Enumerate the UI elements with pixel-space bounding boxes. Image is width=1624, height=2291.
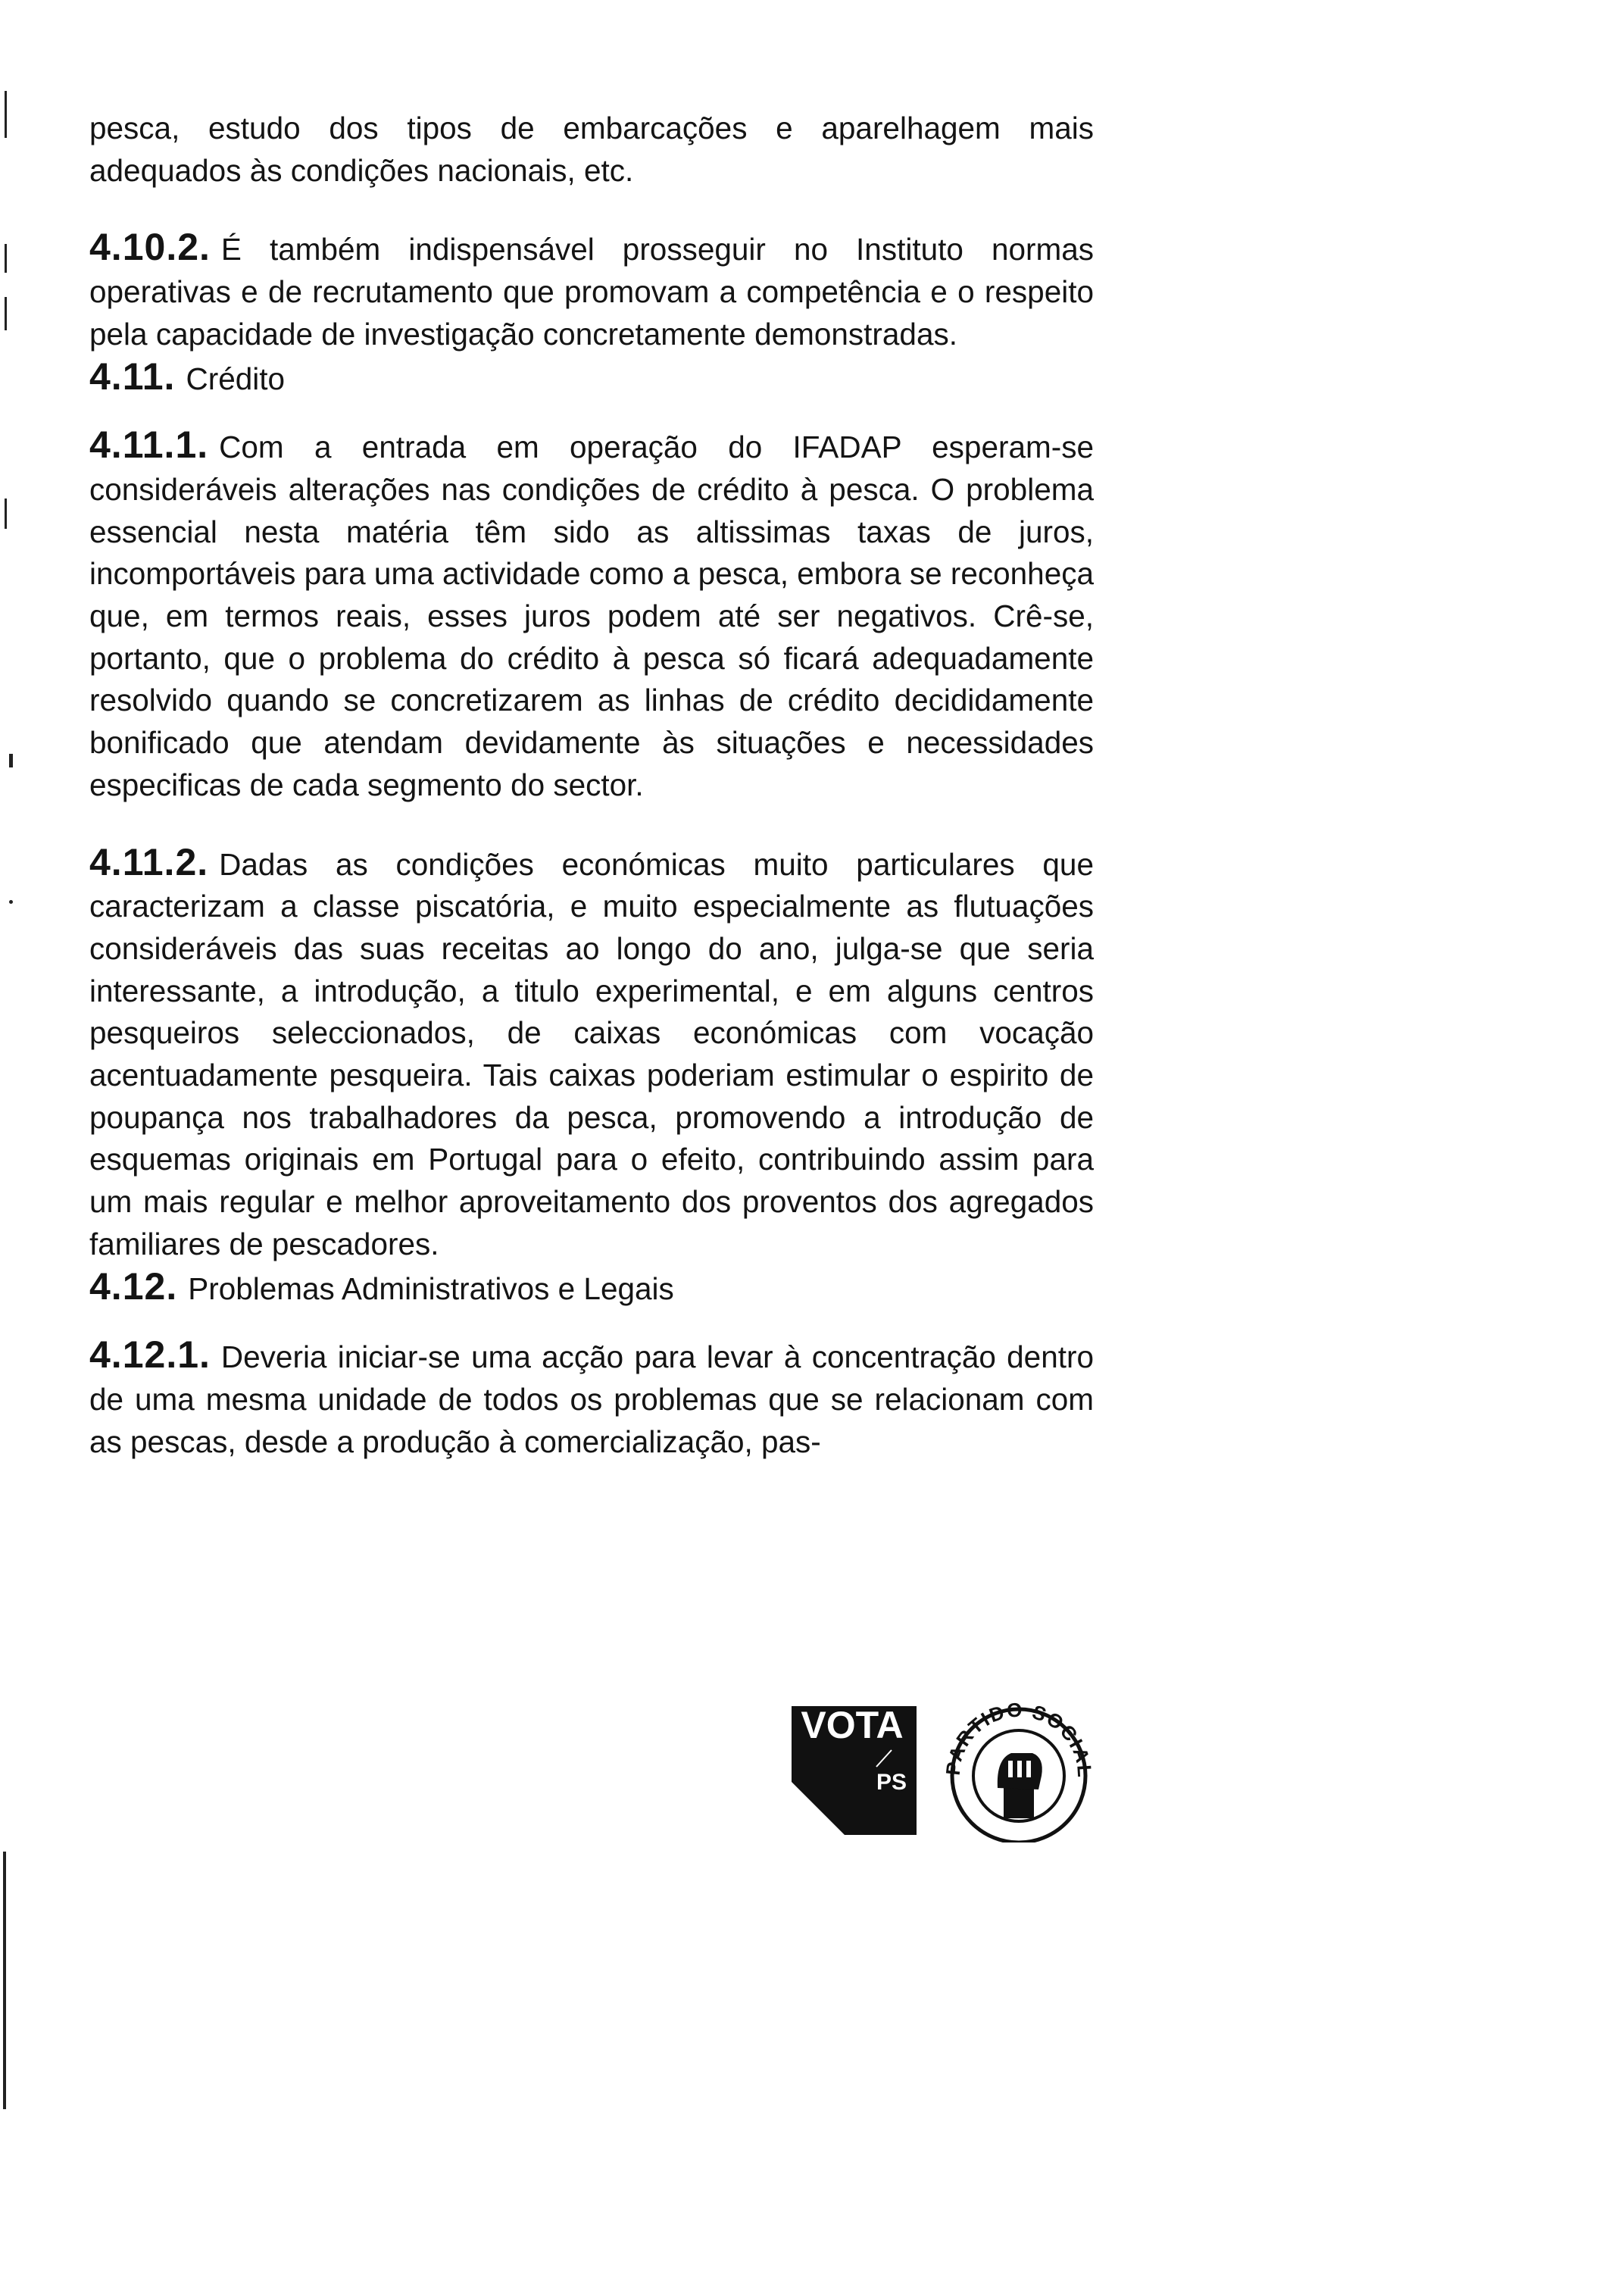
section-number: 4.11.1. — [89, 424, 209, 467]
document-body — [89, 108, 1094, 1463]
ps-text: PS — [876, 1770, 907, 1795]
seal-text: PARTIDO SOCIAL — [941, 1698, 1095, 1780]
section-text: Deveria iniciar-se uma acção para levar à concentração dentro de uma mesma unidade de todos os problemas que se relacionam com as pescas, desde a produção à comercialização, pas- — [89, 1339, 1094, 1459]
section-4-12-1 — [89, 1334, 1094, 1463]
scan-edge-mark — [9, 754, 13, 767]
section-number: 4.12. — [89, 1264, 178, 1308]
section-number: 4.10.2. — [89, 226, 211, 269]
section-number: 4.12.1. — [89, 1333, 211, 1377]
section-4-11-heading — [89, 356, 1094, 401]
vota-text: VOTA — [801, 1704, 904, 1746]
scan-edge-mark — [5, 297, 7, 330]
party-logos — [792, 1691, 1095, 1842]
section-number: 4.11. — [89, 355, 176, 398]
section-text: Dadas as condições económicas muito particulares que caracterizam a classe piscatória, e muito especialmente as flutuações consideráveis das suas receitas ao longo do ano, julga-se que seria interessante, a introdução, a titulo experimental, e em alguns centros pesqueiros seleccionados, de caixas económicas com vocação acentuadamente pesqueira. Tais caixas poderiam estimular o espirito de poupança nos trabalhadores da pesca, promovendo a introdução de esquemas originais em Portugal para o efeito, contribuindo assim para um mais regular e melhor aproveitamento dos proventos dos agregados familiares de pescadores. — [89, 846, 1094, 1261]
scan-edge-mark — [5, 91, 7, 138]
section-title: Problemas Administrativos e Legais — [188, 1271, 674, 1306]
section-4-11-2 — [89, 842, 1094, 1266]
vota-ps-logo — [792, 1691, 1095, 1842]
scan-edge-mark — [3, 1852, 6, 2109]
section-number: 4.11.2. — [89, 840, 209, 883]
scan-edge-mark — [5, 499, 7, 529]
section-4-11-1 — [89, 424, 1094, 806]
vota-ps-emblem — [792, 1704, 917, 1835]
section-4-10-2 — [89, 227, 1094, 355]
intro-paragraph: pesca, estudo dos tipos de embarcações e aparelhagem mais adequados às condições nacionais, etc. — [89, 111, 1094, 188]
section-4-12-heading — [89, 1266, 1094, 1311]
scan-edge-mark — [5, 244, 7, 273]
scan-edge-mark — [9, 900, 13, 904]
section-text: Com a entrada em operação do IFADAP esperam-se consideráveis alterações nas condições de crédito à pesca. O problema essencial nesta matéria têm sido as altissimas taxas de juros, incomportáveis para uma actividade como a pesca, embora se reconheça que, em termos reais, esses juros podem até ser negativos. Crê-se, portanto, que o problema do crédito à pesca só ficará adequadamente resolvido quando se concretizarem as linhas de crédito decididamente bonificado que atendam devidamente às situações e necessidades especificas de cada segmento do sector. — [89, 430, 1094, 802]
section-title: Crédito — [186, 361, 286, 396]
section-text: É também indispensável prosseguir no Instituto normas operativas e de recrutamento que promovam a competência e o respeito pela capacidade de investigação concretamente demonstradas. — [89, 232, 1094, 352]
